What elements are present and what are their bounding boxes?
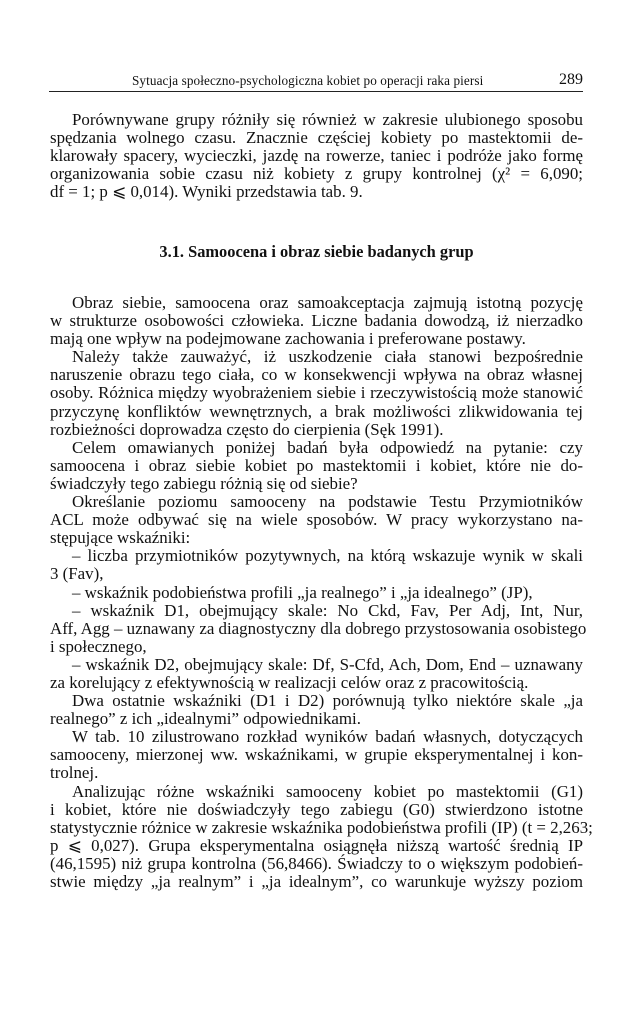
paragraph <box>50 584 583 602</box>
text-line: ACL może odbywać się na wiele sposobów. W pracy wykorzystano na- <box>50 510 583 530</box>
text-line: Obraz siebie, samoocena oraz samoakceptacja zajmują istotną pozycję <box>72 293 583 312</box>
text-line: samooceny, mierzonej ww. wskaźnikami, w grupie eksperymentalnej i kon- <box>50 745 583 765</box>
paragraph <box>50 348 583 438</box>
text-line: za korelujący z efektywnością w realizacji celów oraz z pracowitością. <box>50 672 529 692</box>
text-line: rozbieżności doprowadza często do cierpienia (Sęk 1991). <box>50 419 444 439</box>
paragraph <box>50 493 583 547</box>
text-line: przyczynę konfliktów wewnętrznych, a brak możliwości zlikwidowania tej <box>50 401 583 421</box>
paragraph <box>50 656 583 692</box>
paragraph <box>50 111 583 201</box>
paragraph <box>50 439 583 493</box>
text-line: w strukturze osobowości człowieka. Liczne badania dowodzą, iż nierzadko <box>50 311 583 331</box>
text-line: Celem omawianych poniżej badań była odpowiedź na pytanie: czy <box>72 437 583 457</box>
text-line: W tab. 10 zilustrowano rozkład wyników badań własnych, dotyczących <box>72 727 583 747</box>
text-line: Aff, Agg – uznawany za diagnostyczny dla dobrego przystosowania osobistego <box>50 618 587 638</box>
text-line: Analizując różne wskaźniki samooceny kobiet po mastektomii (G1) <box>72 781 583 801</box>
text-line: mają one wpływ na podejmowane zachowania i preferowane postawy. <box>50 329 526 349</box>
paragraph <box>50 294 583 348</box>
text-line: stwie między „ja realnym” i „ja idealnym”, co warunkuje wyższy poziom <box>50 872 583 891</box>
text-line: samoocena i obraz siebie kobiet po mastektomii i kobiet, które nie do- <box>50 455 583 475</box>
section-heading: 3.1. Samoocena i obraz siebie badanych grup <box>159 242 474 261</box>
page-number: 289 <box>559 71 583 88</box>
text-line: (46,1595) niż grupa kontrolna (56,8466). Świadczy to o większym podobień- <box>50 853 583 873</box>
text-line: – liczba przymiotników pozytywnych, na którą wskazuje wynik w skali <box>72 546 583 566</box>
text-line: świadczyły tego zabiegu różnią się od siebie? <box>50 473 358 493</box>
text-line: i kobiet, które nie doświadczyły tego zabiegu (G0) stwierdzono istotne <box>50 799 583 819</box>
paragraph <box>50 728 583 782</box>
paragraph <box>50 600 587 656</box>
text-line: osoby. Różnica między wyobrażeniem siebie i rzeczywistością może stanowić <box>50 383 583 403</box>
paragraph <box>50 692 583 728</box>
text-line: df = 1; p ⩽ 0,014). Wyniki przedstawia tab. 9. <box>50 182 363 202</box>
text-line: Porównywane grupy różniły się również w zakresie ulubionego sposobu <box>72 110 583 129</box>
text-line: – wskaźnik podobieństwa profili „ja realnego” i „ja idealnego” (JP), <box>72 582 533 602</box>
text-line: naruszenie obrazu tego ciała, co w konsekwencji wpływa na obraz własnej <box>50 365 583 385</box>
text-line: 3 (Fav), <box>50 564 104 584</box>
header-rule <box>49 91 583 92</box>
text-line: stępujące wskaźniki: <box>50 528 191 548</box>
text-line: i społecznego, <box>50 636 147 656</box>
text-line: – wskaźnik D1, obejmujący skale: No Ckd, Fav, Per Adj, Int, Nur, <box>72 600 583 620</box>
running-header-title: Sytuacja społeczno-psychologiczna kobiet po operacji raka piersi <box>132 73 484 88</box>
text-line: – wskaźnik D2, obejmujący skale: Df, S-Cfd, Ach, Dom, End – uznawany <box>72 654 583 674</box>
running-header <box>50 73 583 91</box>
paragraph <box>50 781 593 892</box>
body-text <box>50 293 593 891</box>
text-line: Dwa ostatnie wskaźniki (D1 i D2) porównują tylko niektóre skale „ja <box>72 691 583 711</box>
text-line: trolnej. <box>50 763 99 783</box>
text-line: p ⩽ 0,027). Grupa eksperymentalna osiągnęła niższą wartość średnią IP <box>50 835 583 855</box>
text-line: klarowały spacery, wycieczki, jazdę na rowerze, taniec i podróże jako formę <box>50 146 583 166</box>
text-line: Określanie poziomu samooceny na podstawie Testu Przymiotników <box>72 492 583 512</box>
text-line: statystycznie różnice w zakresie wskaźnika podobieństwa profili (IP) (t = 2,263; <box>50 817 593 837</box>
text-line: organizowania sobie czasu niż kobiety z grupy kontrolnej (χ² = 6,090; <box>50 164 583 184</box>
paragraph <box>50 547 583 583</box>
text-line: spędzania wolnego czasu. Znacznie częściej kobiety po mastektomii de- <box>50 128 583 148</box>
text-line: Należy także zauważyć, iż uszkodzenie ciała stanowi bezpośrednie <box>72 347 583 367</box>
intro-text <box>50 111 583 201</box>
text-line: realnego” z ich „idealnymi” odpowiednikami. <box>50 709 361 729</box>
